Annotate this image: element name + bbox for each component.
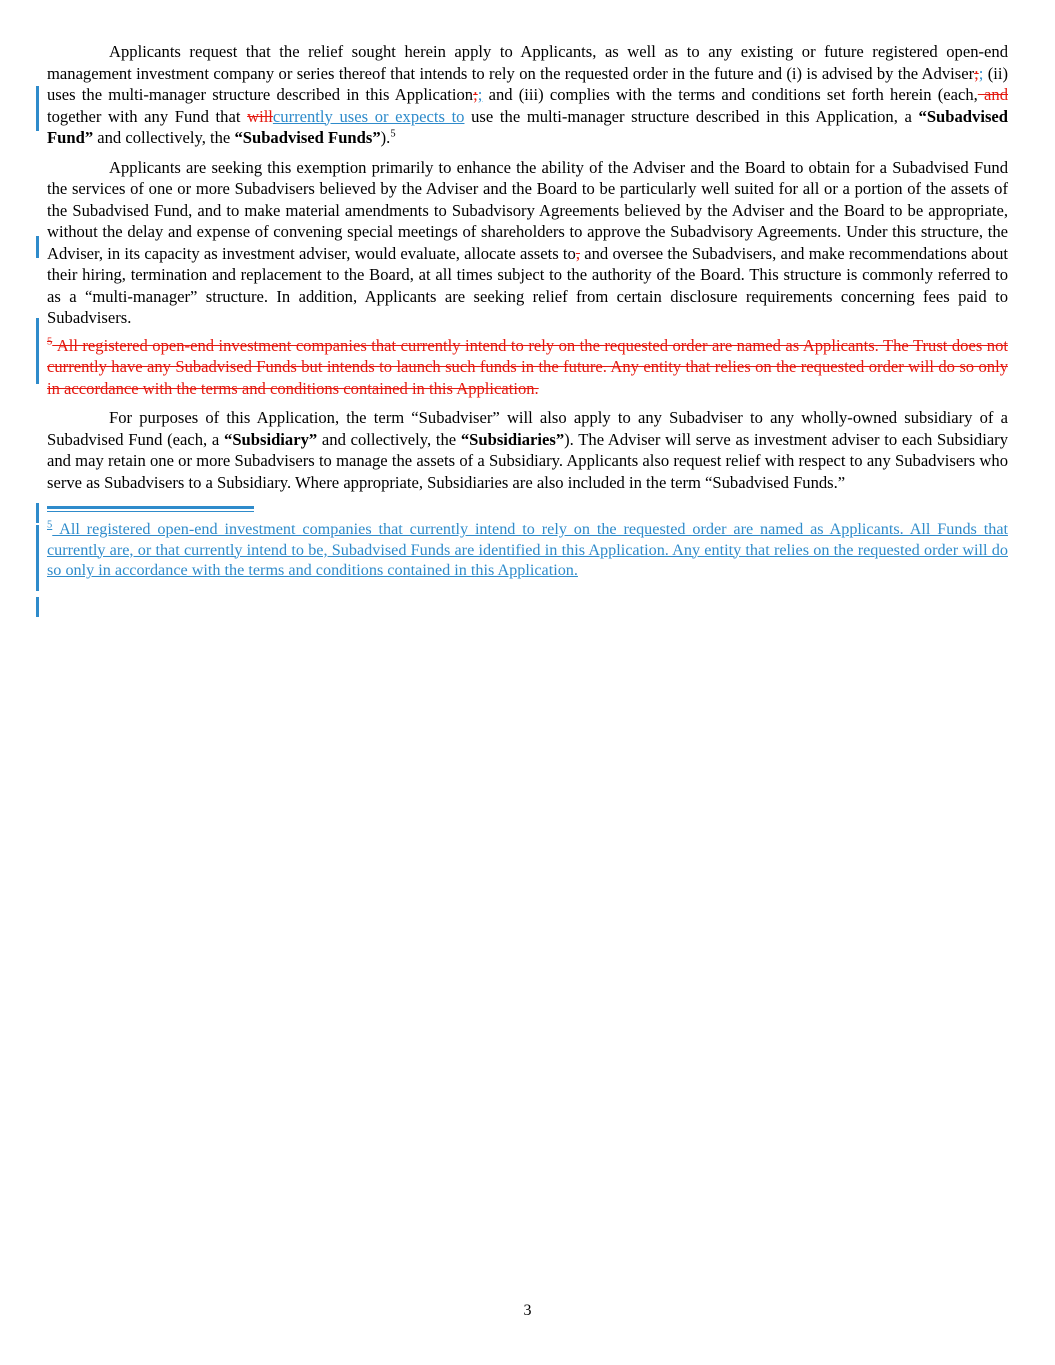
text-run: and collectively, the bbox=[317, 429, 461, 449]
paragraph-exemption-purpose bbox=[47, 157, 1008, 329]
text-run: Applicants request that the relief sought herein apply to Applicants, as well as to any existing or future registered open-end management investment company or series thereof that intends to rely on the requested order in the future and (i) is advised by the Adviser bbox=[47, 42, 1008, 83]
deleted-text: will bbox=[247, 106, 273, 126]
text-run: (ii) uses the multi-manager structure described in this Application bbox=[47, 63, 1008, 104]
text-run: use the multi-manager structure described in this Application, a bbox=[464, 106, 919, 126]
inserted-text: All registered open-end investment companies that currently intend to rely on the requested order are named as Applicants. All Funds that currently are, or that currently intend to be, Subadvised Funds are identified in this Application. Any entity that relies on the requested order will do so only in accordance with the terms and conditions contained in this Application. bbox=[47, 520, 1008, 580]
text-run: together with any Fund that bbox=[47, 106, 248, 126]
defined-term: “Subsidiary” bbox=[224, 429, 318, 449]
text-run: and (iii) complies with the terms and conditions set forth herein (each, bbox=[482, 85, 978, 104]
change-bar bbox=[36, 236, 39, 258]
text-run: ). The Adviser will serve as investment adviser to each Subsidiary and may retain one or more Subadvisers to manage the assets of a Subsidiary. Applicants also request relief with respect to any Subadvisers who serve as Subadvisers to a Subsidiary. Where appropriate, Subsidiaries are also included in the term “Subadvised Funds.” bbox=[47, 429, 1009, 492]
footnote-separator-line bbox=[47, 511, 254, 512]
paragraph-relief-request bbox=[47, 41, 1008, 149]
text-run: Applicants are seeking this exemption primarily to enhance the ability of the Adviser and the Board to obtain for a Subadvised Fund the services of one or more Subadvisers believed by the Adviser and the Board to be particularly well suited for all or a portion of the assets of the Subadvised Fund, and to make material amendments to Subadvisory Agreements believed by the Adviser and the Board to be appropriate, without the delay and expense of convening special meetings of shareholders to approve the Subadvisory Agreements. Under this structure, the Adviser, in its capacity as investment adviser, would evaluate, allocate assets to bbox=[47, 157, 1008, 263]
change-bar bbox=[36, 597, 39, 617]
text-run: ). bbox=[380, 128, 391, 147]
defined-term: “Subsidiaries” bbox=[460, 429, 565, 449]
paragraph-subadviser-definition bbox=[47, 407, 1008, 493]
inserted-text: ; bbox=[978, 63, 984, 83]
defined-term: “Subadvised Fund” bbox=[47, 106, 1008, 147]
inserted-text: currently uses or expects to bbox=[272, 106, 465, 126]
page-number: 3 bbox=[523, 1302, 532, 1319]
change-bar bbox=[36, 318, 39, 384]
deleted-text: All registered open-end investment companies that currently intend to rely on the requested order are named as Applicants. The Trust does not currently have any Subadvised Funds but intends to launch such funds in the future. Any entity that relies on the requested order will do so only in accordance with the terms and conditions contained in this Application. bbox=[47, 335, 1008, 398]
text-run: and oversee the Subadvisers, and make recommendations about their hiring, termination and replacement to the Board, at all times subject to the authority of the Board. This structure is commonly referred to as a “multi-manager” structure. In addition, Applicants are seeking relief from certain disclosure requirements concerning fees paid to Subadvisers. bbox=[47, 243, 1008, 327]
change-bar bbox=[36, 86, 39, 131]
deleted-footnote-number: 5 bbox=[47, 335, 53, 347]
deleted-text: ; bbox=[473, 85, 478, 104]
footnote-area bbox=[47, 506, 1008, 581]
deleted-text: and bbox=[977, 85, 1009, 104]
text-run: and collectively, the bbox=[93, 128, 235, 147]
text-run: For purposes of this Application, the term “Subadviser” will also apply to any Subadviser to any wholly-owned subsidiary of a Subadvised Fund (each, a bbox=[47, 408, 1008, 449]
change-bar bbox=[36, 503, 39, 523]
footnote-text bbox=[47, 519, 1008, 581]
footnote-number: 5 bbox=[47, 519, 53, 531]
inserted-text: ; bbox=[477, 85, 483, 104]
deleted-text: ; bbox=[974, 63, 979, 83]
deleted-text: , bbox=[575, 243, 580, 263]
footnote-separator bbox=[47, 506, 254, 509]
document-body bbox=[47, 41, 1008, 581]
defined-term: “Subadvised Funds” bbox=[234, 128, 381, 147]
change-bar bbox=[36, 525, 39, 591]
paragraph-deleted-footnote bbox=[47, 335, 1008, 400]
footnote-reference: 5 bbox=[390, 128, 396, 140]
